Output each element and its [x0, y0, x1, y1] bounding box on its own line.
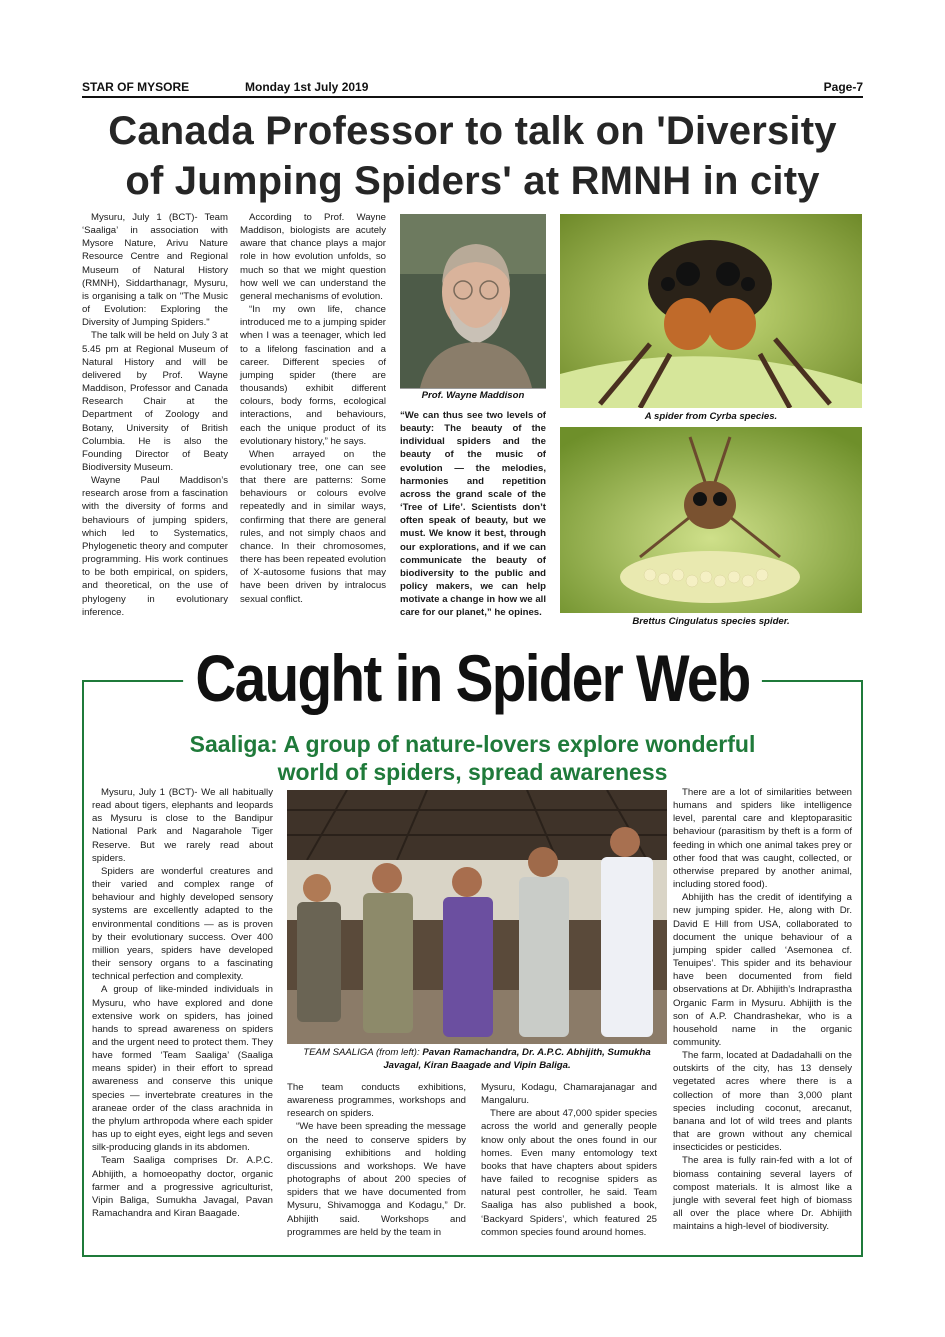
- article2-column-3: [481, 1081, 657, 1239]
- subhead-line-1: Saaliga: A group of nature-lovers explore wonderful: [189, 731, 756, 757]
- paragraph: The talk will be held on July 3 at 5.45 pm at Regional Museum of Natural History and will be delivered by Prof. Wayne Maddison, Professor and Canada Research Chair at the Department of Zoology and Botany, University of British Columbia. He is also the Founding Director of Beaty Biodiversity Museum.: [82, 330, 228, 473]
- article2-column-1: [92, 786, 273, 1220]
- newspaper-name: STAR OF MYSORE: [82, 80, 190, 94]
- professor-caption: Prof. Wayne Maddison: [421, 390, 525, 401]
- issue-date: Monday 1st July 2019: [245, 80, 369, 94]
- team-photo: [287, 790, 667, 1044]
- page-header: [82, 78, 863, 98]
- paragraph: Wayne Paul Maddison’s research arose from a fascination with the diversity of forms and behaviours of jumping spiders, which led to Systematics, Phylogenetic theory and computer programming. His work continues to be both empirical, on spiders, and theoretical, on the use of phylogeny in evolutionary inference.: [82, 475, 228, 618]
- feature-title: [137, 636, 809, 720]
- paragraph: Spiders are wonderful creatures and their varied and complex range of behaviour and highly developed sensory systems are excellently adapted to the environmental conditions — as is proven by their evolutionary success. Over 400 million years, spiders have developed their sensory organs to a fascinating technical perfection and complexity.: [92, 865, 273, 983]
- team-caption-prefix: TEAM SAALIGA (from left):: [303, 1047, 423, 1058]
- paragraph: The farm, located at Dadadahalli on the outskirts of the city, has 13 densely vegetated acres where there is a collection of more than 3,000 plant species including coconut, arecanut, banana and lot of wild trees and plants that are grown without any chemical insecticides or pesticides.: [673, 1050, 852, 1154]
- article2-column-2: [287, 1081, 466, 1239]
- spider2-caption: Brettus Cingulatus species spider.: [632, 616, 790, 627]
- article1-column-2: [240, 211, 386, 606]
- paragraph: Mysuru, July 1 (BCT)- We all habitually read about tigers, elephants and leopards as Mysuru is close to the Bandipur National Park and Nagarahole Tiger Reserve. But we rarely read about spiders.: [92, 787, 273, 864]
- article1-headline: [82, 106, 863, 206]
- paragraph: The team conducts exhibitions, awareness programmes, workshops and research on spiders.: [287, 1082, 466, 1120]
- headline-line-2: of Jumping Spiders' at RMNH in city: [125, 159, 820, 203]
- page-number: Page-7: [823, 80, 863, 94]
- paragraph: The area is fully rain-fed with a lot of biomass containing several layers of compost materials. It is almost like a jungle with several feet high of biomass all over the place where Dr. Abhijith maintains a high-level of biodiversity.: [673, 1155, 852, 1233]
- paragraph: There are about 47,000 spider species across the world and generally people know only about the ones found in our homes. Even many entomology text books that have chapters about spiders have failed to recognise spiders as natural pest controller, he said. Team Saaliga has also published a book, ‘Backyard Spiders’, which featured 25 common species found around homes.: [481, 1108, 657, 1238]
- article2-column-4: [673, 786, 852, 1233]
- paragraph: Team Saaliga comprises Dr. A.P.C. Abhijith, a homoeopathy doctor, organic farmer and a progressive agriculturist, Vipin Baliga, Sumukha Javagal, Pavan Ramachandra and Kiran Baagade.: [92, 1155, 273, 1219]
- paragraph: There are a lot of similarities between humans and spiders like intelligence level, parental care and kleptoparasitic behaviour (parasitism by theft is a form of feeding in which one animal takes prey or other food that was caught, collected, or otherwise prepared by another animal, including stored food).: [673, 787, 852, 891]
- professor-photo: [400, 214, 546, 388]
- feature-subhead: [90, 730, 855, 786]
- feature-title-text: Caught in Spider Web: [183, 641, 761, 715]
- paragraph: Abhijith has the credit of identifying a new jumping spider. He, along with Dr. David E Hill from USA, collaborated to document the unique behaviour of a jumping spider called ‘Asemonea cf. Tenuipes’. This spider and its behaviour have been documented from field observations at Dr. Abhijith’s Indraprastha Organic Farm in Mysuru. Abhijith is the son of A.P. Chandrashekar, who is a household name in the organic community.: [673, 892, 852, 1048]
- headline-line-1: Canada Professor to talk on 'Diversity: [108, 109, 837, 153]
- team-caption: [287, 1046, 667, 1072]
- paragraph: “In my own life, chance introduced me to a jumping spider when I was a teenager, which led to a lifelong fascination and a career. Different species of jumping spider (there are thousands) exhibit different colours, body forms, ecological interactions, and behaviours, each the unique product of its evolutionary history,” he says.: [240, 304, 386, 447]
- article1-column-1: [82, 211, 228, 619]
- spider1-caption: A spider from Cyrba species.: [644, 411, 778, 422]
- paragraph: According to Prof. Wayne Maddison, biologists are acutely aware that chance plays a major role in how evolution unfolds, so much so that we might question how well we can understand the general mechanisms of evolution.: [240, 212, 386, 302]
- team-caption-names: Pavan Ramachandra, Dr. A.P.C. Abhijith, Sumukha Javagal, Kiran Baagade and Vipin Baliga.: [383, 1047, 651, 1071]
- paragraph: Mysuru, July 1 (BCT)- Team ‘Saaliga’ in association with Mysore Nature, Arivu Nature Resource Centre and Regional Museum of Natural History (RMNH), Siddarthanagr, Mysuru, is organising a talk on "The Music of Evolution: Exploring the Diversity of Jumping Spiders.": [82, 212, 228, 329]
- paragraph: A group of like-minded individuals in Mysuru, who have explored and done extensive work on spiders, has joined hands to spread awareness on spiders and the urgent need to protect them. They have formed ‘Team Saaliga’ (Saaliga means spider) in their effort to spread awareness and conserve this unique species — invertebrate creatures in the araneae order of the class arachnida in the phylum arthropoda where each spider has up to eight eyes, eight legs and seven silk-producing glands in its abdomen.: [92, 984, 273, 1154]
- spider-photo-cyrba: [560, 214, 862, 408]
- subhead-line-2: world of spiders, spread awareness: [277, 759, 668, 785]
- pull-quote: “We can thus see two levels of beauty: The beauty of the individual spiders and the beauty of the music of evolution — the melodies, harmonies and repetition across the grand scale of the ‘Tree of Life’. Scientists don’t often speak of beauty, but we must. We know it best, through our explorations, and if we can communicate the beauty of biodiversity to the public and policy makers, we can help motivate a change in how we all care for our planet,” he opines.: [400, 410, 546, 619]
- paragraph: Mysuru, Kodagu, Chamarajanagar and Mangaluru.: [481, 1082, 657, 1107]
- spider-photo-brettus: [560, 427, 862, 613]
- paragraph: “We have been spreading the message on the need to conserve spiders by organising exhibitions and holding discussions and workshops. We have photographs of about 200 species of spiders that we have documented from Mysuru, Shivamogga and Kodagu,” Dr. Abhijith said. Workshops and programmes are held by the team in: [287, 1121, 466, 1238]
- paragraph: When arrayed on the evolutionary tree, one can see that there are patterns: Some behaviours or colours evolve repeatedly and in similar ways, confirming that there are general rules, and not simply chaos and chance. In their chromosomes, there has been repeated evolution of X-autosome fusions that may have been driven by intralocus sexual conflict.: [240, 448, 386, 605]
